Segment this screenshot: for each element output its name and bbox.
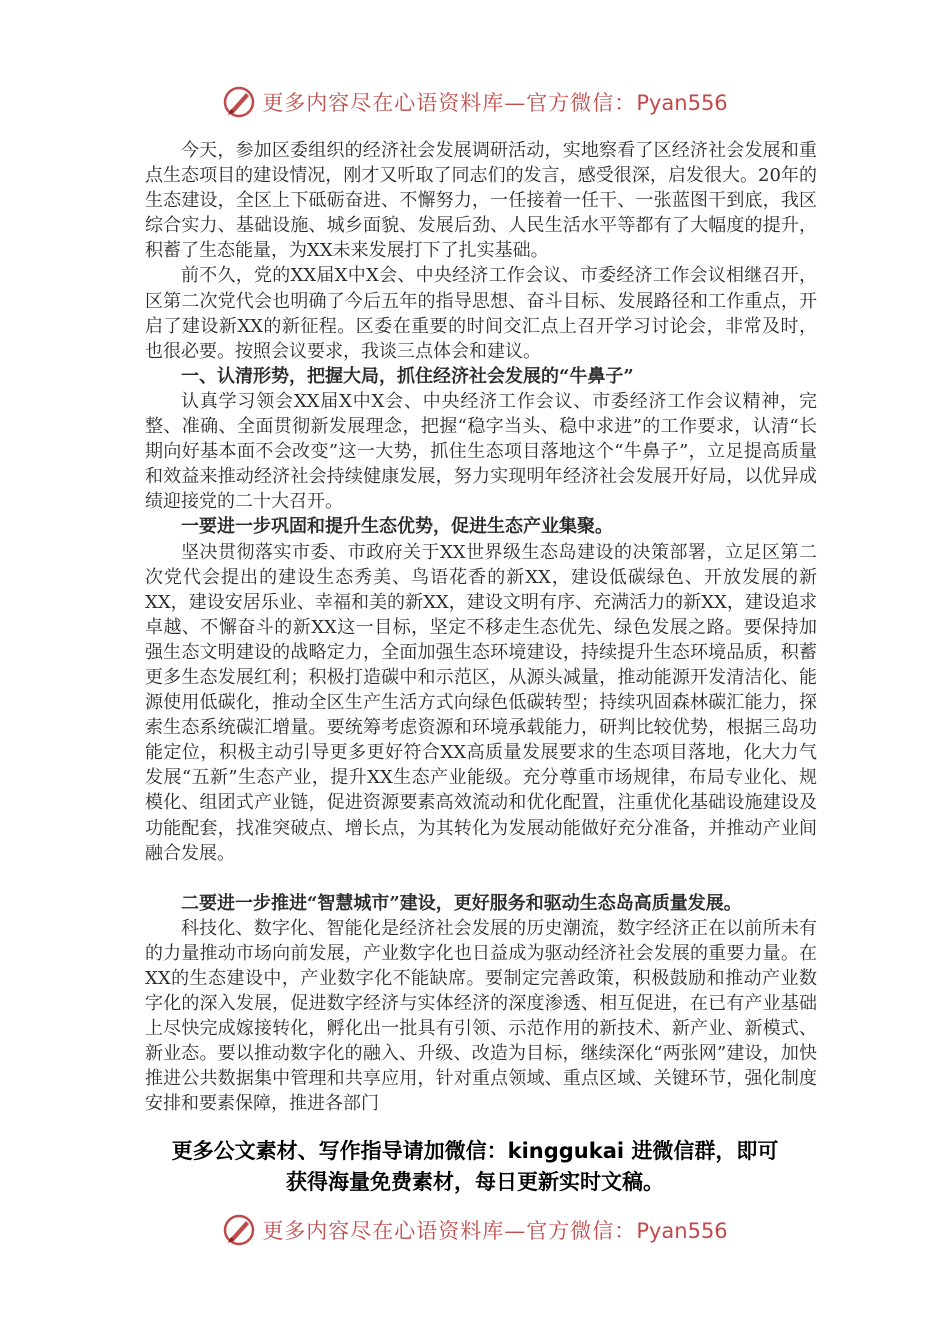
banner-text: 更多内容尽在心语资料库—官方微信：Pyan556 [262,1219,728,1243]
promo-notice [100,1136,850,1198]
banner-text: 更多内容尽在心语资料库—官方微信：Pyan556 [262,91,728,115]
paragraph: 认真学习领会XX届X中X会、中央经济工作会议、市委经济工作会议精神，完整、准确、全面贯彻新发展理念，把握“稳字当头、稳中求进”的工作要求，认清“长期向好基本面不会改变”这一大势，抓住生态项目落地这个“牛鼻子”，立足提高质量和效益来推动经济社会持续健康发展，努力实现明年经济社会发展开好局，以优异成绩迎接党的二十大召开。 [145,390,817,513]
pen-logo-icon [222,1213,256,1247]
promo-line: 获得海量免费素材，每日更新实时文稿。 [286,1170,664,1194]
paragraph: 科技化、数字化、智能化是经济社会发展的历史潮流，数字经济正在以前所未有的力量推动市场向前发展，产业数字化也日益成为驱动经济社会发展的重要力量。在XX的生态建设中，产业数字化不能缺席。要制定完善政策，积极鼓励和推动产业数字化的深入发展，促进数字经济与实体经济的深度渗透、相互促进，在已有产业基础上尽快完成嫁接转化，孵化出一批具有引领、示范作用的新技术、新产业、新模式、新业态。要以推动数字化的融入、升级、改造为目标，继续深化“两张网”建设，加快推进公共数据集中管理和共享应用，针对重点领域、重点区域、关键环节，强化制度安排和要素保障，推进各部门 [145,917,817,1115]
subsection-heading: 二要进一步推进“智慧城市”建设，更好服务和驱动生态岛高质量发展。 [181,892,742,914]
header-banner [0,82,950,122]
banner-wechat-id: Pyan556 [636,1219,728,1243]
section-heading: 一、认清形势，把握大局，抓住经济社会发展的“牛鼻子” [181,365,634,387]
paragraph: 前不久，党的XX届X中X会、中央经济工作会议、市委经济工作会议相继召开，区第二次党代会也明确了今后五年的指导思想、奋斗目标、发展路径和工作重点，开启了建设新XX的新征程。区委在重要的时间交汇点上召开学习讨论会，非常及时，也很必要。按照会议要求，我谈三点体会和建议。 [145,265,817,362]
document-body [145,138,817,1117]
promo-line: 更多公文素材、写作指导请加微信：kinggukai 进微信群，即可 [171,1139,779,1163]
footer-banner [0,1210,950,1250]
pen-logo-icon [222,85,256,119]
spacer [145,866,817,891]
subsection-heading: 一要进一步巩固和提升生态优势，促进生态产业集聚。 [181,516,613,538]
paragraph: 坚决贯彻落实市委、市政府关于XX世界级生态岛建设的决策部署，立足区第二次党代会提出的建设生态秀美、鸟语花香的新XX，建设低碳绿色、开放发展的新XX，建设安居乐业、幸福和美的新XX，建设文明有序、充满活力的新XX，建设追求卓越、不懈奋斗的新XX这一目标，坚定不移走生态优先、绿色发展之路。要保持加强生态文明建设的战略定力，全面加强生态环境建设，持续提升生态环境品质，积蓄更多生态发展红利；积极打造碳中和示范区，从源头减量，推动能源开发清洁化、能源使用低碳化，推动全区生产生活方式向绿色低碳转型；持续巩固森林碳汇能力，探索生态系统碳汇增量。要统筹考虑资源和环境承载能力，研判比较优势，根据三岛功能定位，积极主动引导更多更好符合XX高质量发展要求的生态项目落地，化大力气发展“五新”生态产业，提升XX生态产业能级。充分尊重市场规律，布局专业化、规模化、组团式产业链，促进资源要素高效流动和优化配置，注重优化基础设施建设及功能配套，找准突破点、增长点，为其转化为发展动能做好充分准备，并推动产业间融合发展。 [145,541,817,864]
paragraph: 今天，参加区委组织的经济社会发展调研活动，实地察看了区经济社会发展和重点生态项目的建设情况，刚才又听取了同志们的发言，感受很深，启发很大。20年的生态建设，全区上下砥砺奋进、不懈努力，一任接着一任干、一张蓝图干到底，我区综合实力、基础设施、城乡面貌、发展后劲、人民生活水平等都有了大幅度的提升，积蓄了生态能量，为XX未来发展打下了扎实基础。 [145,140,817,262]
banner-wechat-id: Pyan556 [636,91,728,115]
